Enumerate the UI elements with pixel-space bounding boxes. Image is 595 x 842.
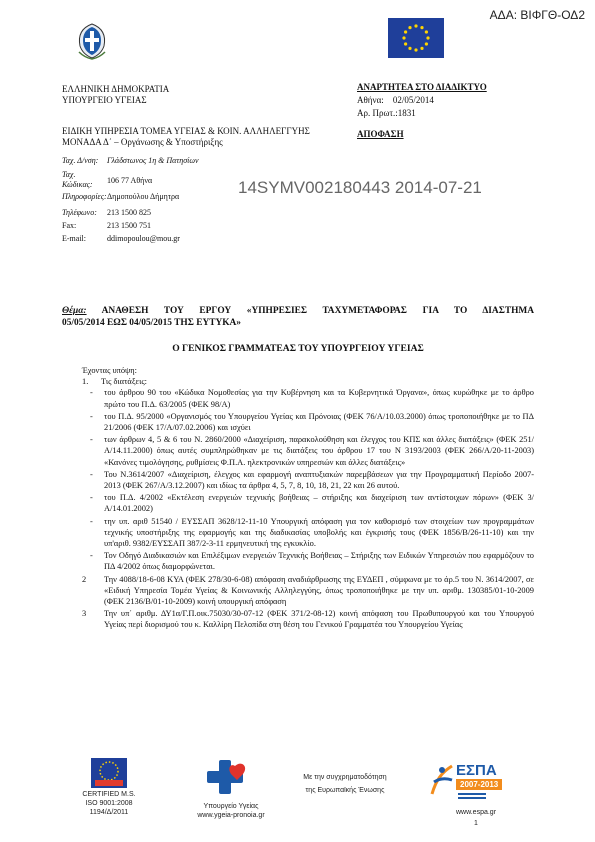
contact-block [62,156,252,247]
greek-emblem [73,22,111,60]
ada-code: ΑΔΑ: ΒΙΦΓΘ-ΟΔ2 [489,8,585,22]
eu-star [420,47,423,50]
eurocert-icon [91,758,127,788]
contact-value: 106 77 Αθήνα [107,176,153,185]
list-item: - του Π.Δ. 95/2000 «Οργανισμός του Υπουργείου Υγείας και Πρόνοιας (ΦΕΚ 76/Α/10.03.2000) όπως τροποποιήθηκε με το ΠΔ 21/2006 (ΦΕΚ 17/Α/07.02.2006) και ισχύει [90,411,534,433]
list-item: - την υπ. αριθ 51540 / ΕΥΣΣΑΠ 3628/12-11-10 Υπουργική απόφαση για τον καθορισμό των στοιχείων των προγραμμάτων τεχνικής υποστήριξης της εφαρμογής και της διαδικασίας υποβολής και έγκρισής τους (ΦΕΚ 1856/Β/26-11-10) και την υπ'αριθ. 9382/ΕΥΣΣΑΠ 387/2-3-11 ερμηνευτική της εγκυκλίο. [90,516,534,549]
subject-line-2: 05/05/2014 ΕΩΣ 04/05/2015 ΤΗΣ ΕΥΤΥΚΑ» [62,318,241,328]
contact-key: Fax: [62,221,77,230]
republic-label: ΕΛΛΗΝΙΚΗ ΔΗΜΟΚΡΑΤΙΑ [62,84,170,94]
subject-label: Θέμα: [62,306,87,316]
list-item: - Του Ν.3614/2007 «Διαχείριση, έλεγχος και εφαρμογή αναπτυξιακών παρεμβάσεων για την Προγραμματική Περίοδο 2007-2013 (ΦΕΚ 267/Α/3.12.2007) και ιδίως τα άρθρα 4, 5, 7, 8, 10, 18, 21, 22 και 26 αυτού. [90,469,534,491]
espa-years: 2007-2013 [456,779,502,790]
eu-star [408,47,411,50]
ministry-logo [205,758,251,798]
item-text: Την υπ΄ αριθμ. ΔΥ1α/Γ.Π.οικ.75030/30-07-12 (ΦΕΚ 371/2-08-12) κοινή απόφαση του Πρωθυπουργού και του Υπουργού Υγείας περί διορισμού του κ. Καλλίρη Πελοπίδα στη θέση του Γενικού Γραμματέα του Υπουργείου Υγείας [104,609,534,630]
cert-line-2: ISO 9001:2008 [85,800,133,807]
contact-value: Γλάδστωνος 1η & Πατησίων [107,156,199,165]
document-id-watermark: 14SYMV002180443 2014-07-21 [238,178,482,197]
numbered-item [82,608,534,630]
item-number: 3 [82,609,87,619]
ministry-footer-name: Υπουργείο Υγείας [203,803,259,810]
espa-logo [430,762,514,804]
item1-label: Τις διατάξεις: [101,377,147,387]
cert-line-3: 1194/Δ/2011 [89,809,129,816]
body [82,365,534,631]
eu-star [414,24,417,27]
eu-star [414,48,417,51]
eu-star [404,42,407,45]
having-regard-label: Έχοντας υπόψη: [82,366,137,375]
espa-figure-icon [430,762,454,796]
eu-star [425,30,428,33]
ministry-label: ΥΠΟΥΡΓΕΙΟ ΥΓΕΙΑΣ [62,95,147,105]
list-item: - Τον Οδηγό Διαδικασιών και Επιλέξιμων ενεργειών Τεχνικής Βοήθειας – Στήριξης των Ειδικών Υπηρεσιών που εφαρμόζουν το ΠΔ 4/2002 όπως διαμορφώνεται. [90,551,534,572]
health-cross-icon [205,758,251,798]
contact-key: Ταχ. Κώδικας: [62,170,93,189]
unit-label: ΜΟΝΑΔΑ Δ΄ – Οργάνωσης & Υποστήριξης [62,137,223,147]
contact-email[interactable]: ddimopoulou@mou.gr [107,234,180,243]
subject-block [62,305,534,329]
list-item: - των άρθρων 4, 5 & 6 του Ν. 2860/2000 «Διαχείριση, παρακολούθηση και έλεγχος του ΚΠΣ και άλλες διατάξεις» (ΦΕΚ 251/Α/14.11.2000) όπως αυτές συμπληρώθηκαν με τις διατάξεις του άρθρου 17 του Ν 3193/2003 (ΦΕΚ 266/Α/20-11-2003) «Κανόνες τιμολόγησης, ρυθμίσεις Φ.Π.Α. ηλεκτρονικών υπηρεσιών και άλλες διατάξεις» [90,435,534,467]
certification-logo [84,758,134,793]
eu-star [404,30,407,33]
eu-star [402,36,405,39]
page-number: 1 [474,820,478,827]
item-number: 2 [82,574,87,584]
contact-key: E-mail: [62,234,86,243]
espa-url[interactable]: www.espa.gr [455,809,497,816]
date-value: 02/05/2014 [392,95,434,105]
decision-title: Ο ΓΕΝΙΚΟΣ ΓΡΑΜΜΑΤΕΑΣ ΤΟΥ ΥΠΟΥΡΓΕΙΟΥ ΥΓΕΙΑΣ [172,343,424,354]
posted-online-label: ΑΝΑΡΤΗΤΕΑ ΣΤΟ ΔΙΑΔΙΚΤΥΟ [357,82,487,92]
service-label: ΕΙΔΙΚΗ ΥΠΗΡΕΣΙΑ ΤΟΜΕΑ ΥΓΕΙΑΣ & ΚΟΙΝ. ΑΛΛΗΛΕΓΓΥΗΣ [62,126,310,136]
eu-star [426,36,429,39]
cert-line-1: CERTIFIED M.S. [82,791,136,798]
protocol-number: 1831 [397,108,416,118]
greek-flag-icon [458,793,486,799]
eu-star [425,42,428,45]
item-number: 1. [82,377,89,387]
list-item: - του άρθρου 90 του «Κώδικα Νομοθεσίας για την Κυβέρνηση και τα Κυβερνητικά Όργανα», όπως κυρώθηκε με το άρθρο πρώτο του Π.Δ. 63/2005 (ΦΕΚ 98/Α) [90,388,534,409]
contact-key: Πληροφορίες: [62,192,107,201]
contact-key: Ταχ. Δ/νση: [62,156,99,165]
espa-label: ΕΣΠΑ [456,762,497,779]
eu-flag-icon [388,18,444,58]
contact-value: 213 1500 751 [107,221,151,230]
list-item: - του Π.Δ. 4/2002 «Εκτέλεση ενεργειών τεχνικής βοήθειας – στήριξης και διαχείριση των αντίστοιχων πόρων» (ΦΕΚ 3/Α/14.01.2002) [90,493,534,514]
eu-cofunding-line-1: Με την συγχρηματοδότηση [303,774,387,781]
date-label: Αθήνα: [357,95,384,105]
eu-star [420,26,423,29]
contact-key: Τηλέφωνο: [62,208,97,217]
numbered-item [82,574,534,608]
subject-line-1: ΑΝΑΘΕΣΗ ΤΟΥ ΕΡΓΟΥ «ΥΠΗΡΕΣΙΕΣ ΤΑΧΥΜΕΤΑΦΟΡΑΣ ΓΙΑ ΤΟ ΔΙΑΣΤΗΜΑ [101,306,534,316]
decision-label: ΑΠΟΦΑΣΗ [357,129,404,139]
ministry-footer-url[interactable]: www.ygeia-pronoia.gr [197,812,265,819]
protocol-label: Αρ. Πρωτ.: [357,108,398,118]
item-text: Την 4088/18-6-08 ΚΥΑ (ΦΕΚ 278/30-6-08) απόφαση αναδιάρθρωσης της ΕΥΔΕΠ , σύμφωνα με το άρ.5 του Ν. 3614/2007, σε «Ειδική Υπηρεσία Τομέα Υγείας & Κοινωνικής Αλληλεγγύης, όπως τροποποιήθηκε με την υπ. αριθμ. 130385/01-10-2009 (ΦΕΚ 2136/Β/01-10-2009) κοινή υπουργική απόφαση [104,574,534,607]
eu-star [408,26,411,29]
contact-value: Δημοπούλου Δήμητρα [107,192,180,201]
eu-cofunding-line-2: της Ευρωπαϊκής Ένωσης [305,787,385,794]
bullet-list [82,387,534,572]
contact-value: 213 1500 825 [107,208,151,217]
